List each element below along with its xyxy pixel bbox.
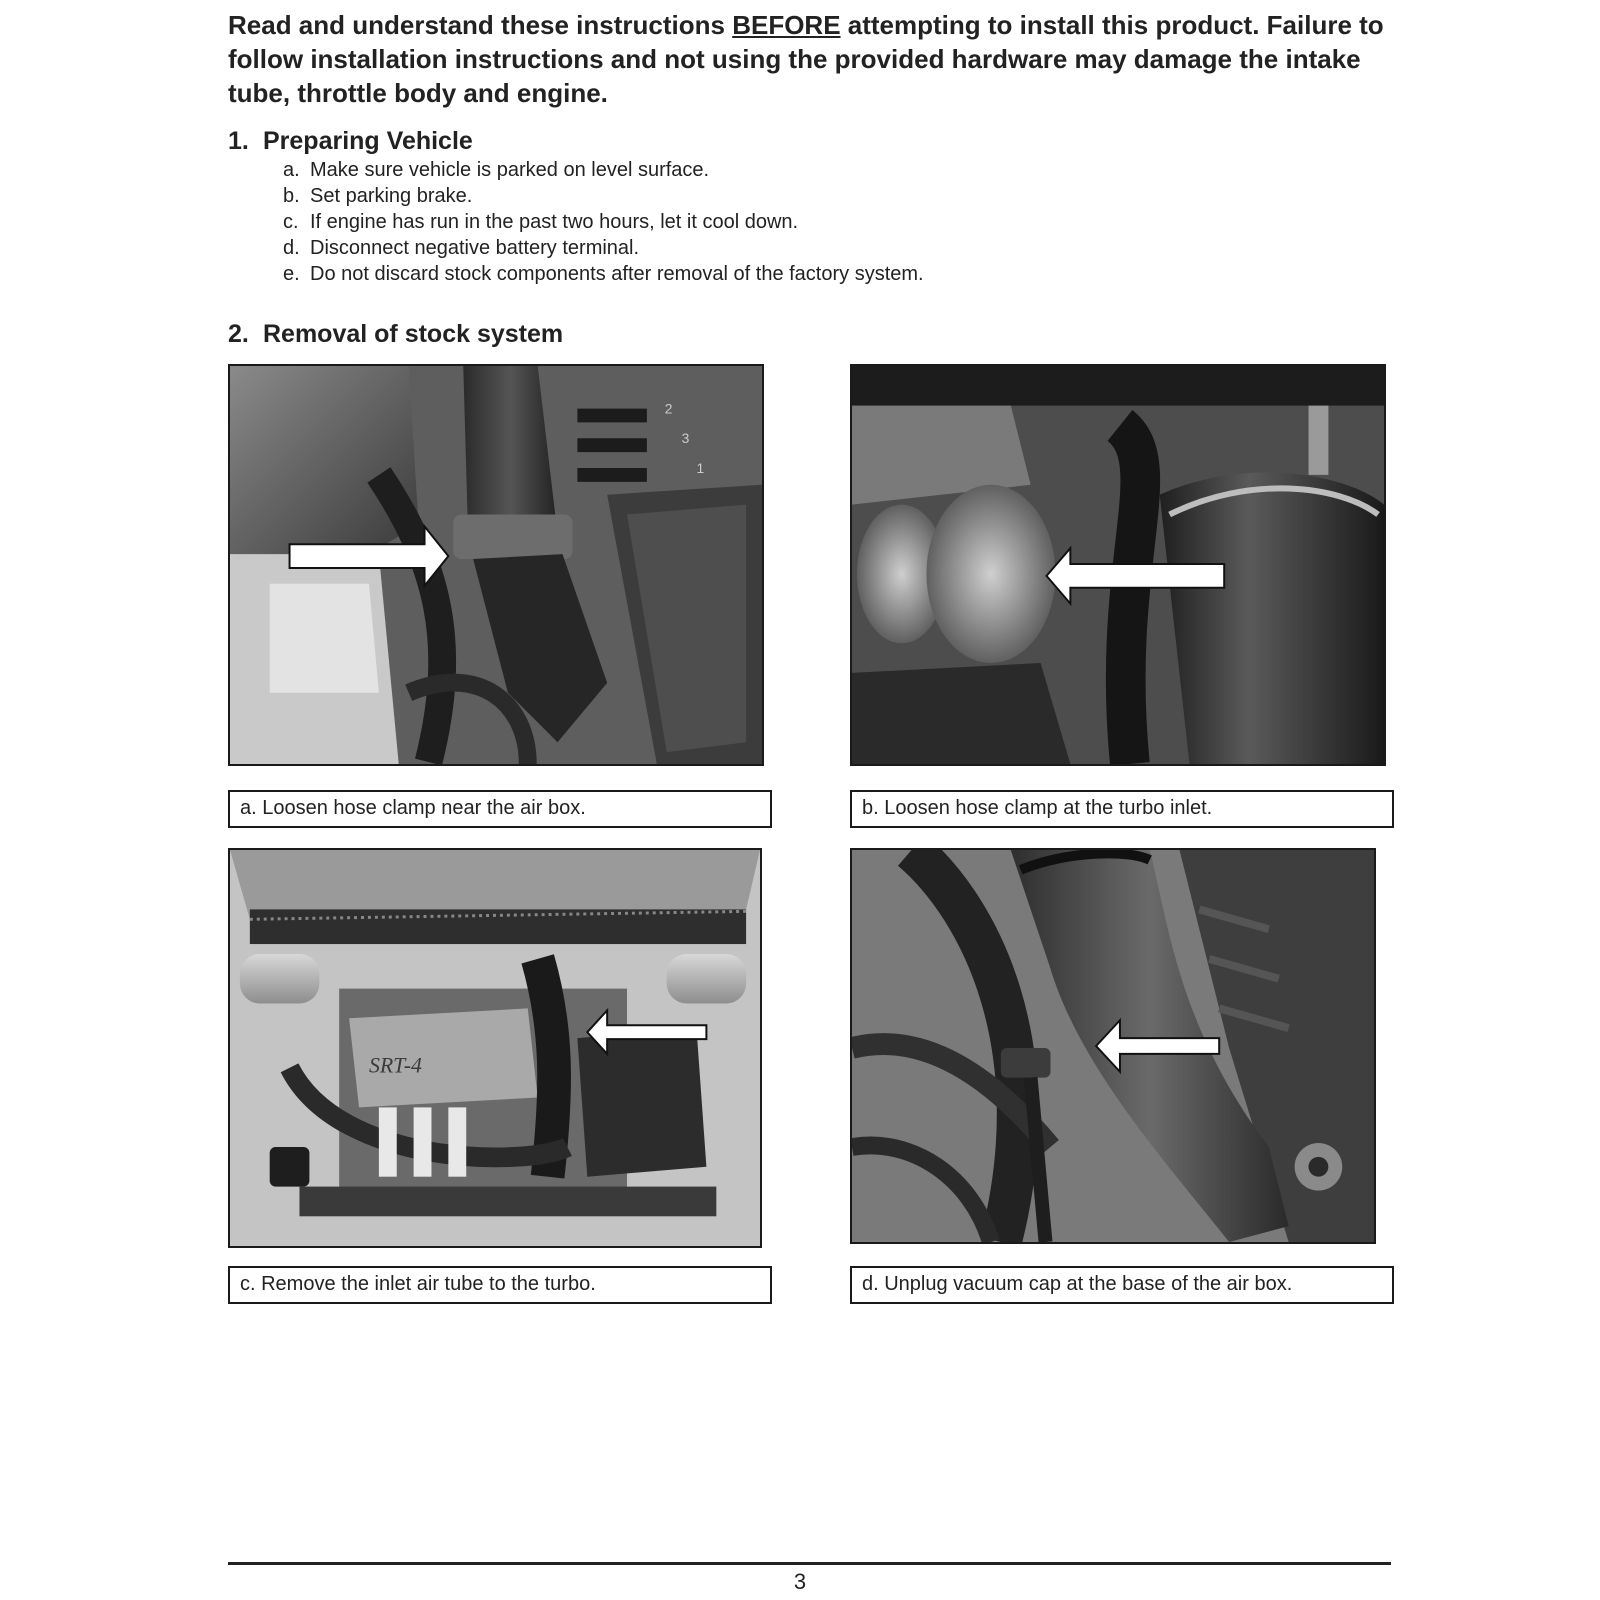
section-2-number: 2. — [228, 320, 249, 348]
engine-photo-icon — [230, 366, 762, 764]
step-letter: e. — [283, 263, 300, 285]
engine-photo-icon — [230, 850, 760, 1246]
section-1-number: 1. — [228, 127, 249, 155]
connector-label: 2 — [664, 400, 673, 417]
section-2-heading — [228, 319, 563, 349]
warning-text-end: attempting to install this product. Failure to follow installation instructions and not using the provided hardware may damage the intake tube, throttle body and engine. — [228, 10, 1384, 108]
list-item — [283, 261, 924, 287]
section-1-heading — [228, 126, 473, 156]
photo-a-hose-clamp — [228, 364, 764, 766]
list-item — [283, 183, 924, 209]
list-item — [283, 209, 924, 235]
photo-d-vacuum-cap — [850, 848, 1376, 1244]
photo-c-engine-bay — [228, 848, 762, 1248]
section-1-title: Preparing Vehicle — [263, 127, 473, 155]
step-letter: b. — [283, 185, 300, 207]
step-letter: c. — [283, 211, 299, 233]
step-text: Disconnect negative battery terminal. — [310, 237, 640, 259]
warning-emphasis: BEFORE — [732, 10, 841, 40]
photo-b-turbo-inlet — [850, 364, 1386, 766]
section-2-title: Removal of stock system — [263, 320, 564, 348]
step-text: Make sure vehicle is parked on level surface. — [310, 159, 710, 181]
caption-b: b. Loosen hose clamp at the turbo inlet. — [850, 790, 1394, 828]
step-text: If engine has run in the past two hours, let it cool down. — [310, 211, 799, 233]
caption-c: c. Remove the inlet air tube to the turbo. — [228, 1266, 772, 1304]
caption-a: a. Loosen hose clamp near the air box. — [228, 790, 772, 828]
list-item — [283, 235, 924, 261]
list-item — [283, 157, 924, 183]
srt4-badge-text: SRT-4 — [368, 1053, 422, 1078]
warning-text-start: Read and understand these instructions — [228, 10, 733, 40]
caption-d: d. Unplug vacuum cap at the base of the air box. — [850, 1266, 1394, 1304]
step-text: Do not discard stock components after removal of the factory system. — [310, 263, 924, 285]
engine-photo-icon — [852, 850, 1374, 1242]
step-letter: a. — [283, 159, 300, 181]
step-text: Set parking brake. — [310, 185, 473, 207]
warning-paragraph — [228, 8, 1388, 110]
footer-divider — [228, 1562, 1391, 1565]
page-number: 3 — [793, 1569, 807, 1594]
connector-label: 1 — [696, 459, 705, 476]
engine-photo-icon — [852, 366, 1384, 764]
connector-label: 3 — [681, 430, 690, 447]
step-letter: d. — [283, 237, 300, 259]
preparation-steps-list — [283, 157, 924, 287]
